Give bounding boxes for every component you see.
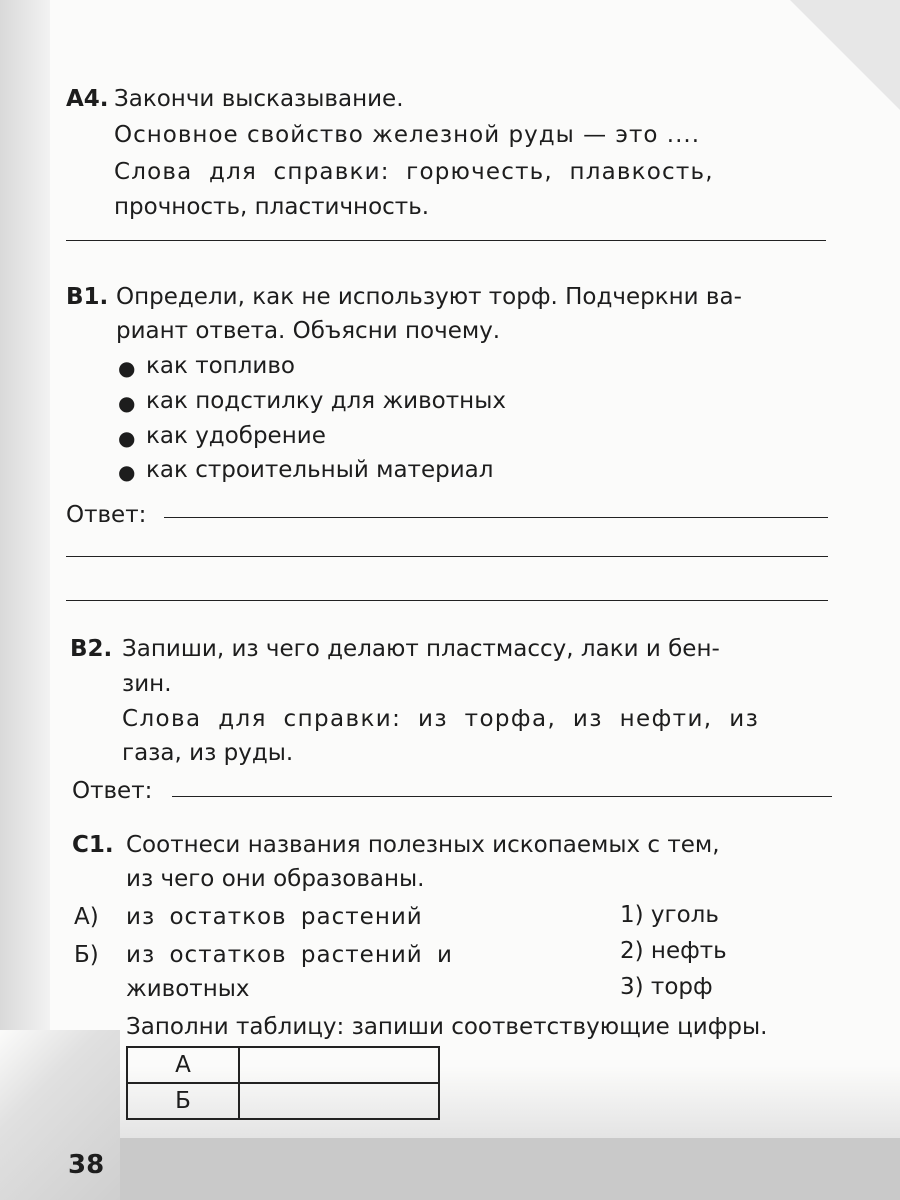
match-left-b-cont: животных <box>126 976 250 1002</box>
task-b2-answer-line[interactable] <box>172 796 832 797</box>
bullet-icon: ● <box>118 356 136 380</box>
match-right-coal: 1) уголь <box>620 902 719 928</box>
task-b1-answer-line-3[interactable] <box>66 600 828 601</box>
option-fertilizer[interactable]: как удобрение <box>146 423 326 449</box>
task-b2-answer-label: Ответ: <box>72 778 153 804</box>
table-key-b: Б <box>127 1083 239 1119</box>
task-a4-instruction: Закончи высказывание. <box>114 86 404 112</box>
task-b1-question-cont: риант ответа. Объясни почему. <box>116 318 501 344</box>
task-a4-label: А4. <box>66 86 109 112</box>
bullet-icon: ● <box>118 426 136 450</box>
task-c1-table-instruction: Заполни таблицу: запиши соответствующие цифры. <box>126 1014 768 1040</box>
match-right-oil: 2) нефть <box>620 938 727 964</box>
table-key-a: А <box>127 1047 239 1083</box>
task-a4-hint: Слова для справки: горючесть, плавкость, <box>114 159 714 185</box>
task-b2-label: В2. <box>70 636 113 662</box>
task-b2-question: Запиши, из чего делают пластмассу, лаки и бен- <box>122 636 720 662</box>
task-a4-hint-cont: прочность, пластичность. <box>114 194 430 220</box>
match-left-letter-a: А) <box>74 904 99 930</box>
table-row <box>127 1083 439 1119</box>
task-b1-answer-line-2[interactable] <box>66 556 828 557</box>
task-b1-question: Определи, как не используют торф. Подчеркни ва- <box>116 284 742 310</box>
bullet-icon: ● <box>118 391 136 415</box>
page-corner-decoration <box>790 0 900 110</box>
table-answer-a[interactable] <box>239 1047 439 1083</box>
match-right-peat: 3) торф <box>620 974 713 1000</box>
option-fuel[interactable]: как топливо <box>146 353 295 379</box>
table-row <box>127 1047 439 1083</box>
page-left-shadow <box>0 0 50 1200</box>
match-left-letter-b: Б) <box>74 942 99 968</box>
table-answer-b[interactable] <box>239 1083 439 1119</box>
option-bedding[interactable]: как подстилку для животных <box>146 388 506 414</box>
task-c1-label: С1. <box>72 832 114 858</box>
task-a4-statement: Основное свойство железной руды — это .... <box>114 122 701 148</box>
page-bottom-band <box>0 1138 900 1200</box>
task-b2-question-cont: зин. <box>122 671 172 697</box>
match-left-a: из остатков растений <box>126 904 423 930</box>
page-number: 38 <box>68 1150 105 1180</box>
task-b2-hint-cont: газа, из руды. <box>122 740 294 766</box>
task-b1-answer-label: Ответ: <box>66 502 147 528</box>
task-b1-answer-line[interactable] <box>164 517 828 518</box>
task-b1-label: В1. <box>66 284 109 310</box>
match-left-b: из остатков растений и <box>126 942 454 968</box>
option-building-material[interactable]: как строительный материал <box>146 457 494 483</box>
answer-table <box>126 1046 440 1120</box>
bullet-icon: ● <box>118 460 136 484</box>
task-c1-question: Соотнеси названия полезных ископаемых с тем, <box>126 832 720 858</box>
task-b2-hint: Слова для справки: из торфа, из нефти, из <box>122 706 760 732</box>
task-c1-question-cont: из чего они образованы. <box>126 866 425 892</box>
task-a4-answer-line[interactable] <box>66 240 826 241</box>
